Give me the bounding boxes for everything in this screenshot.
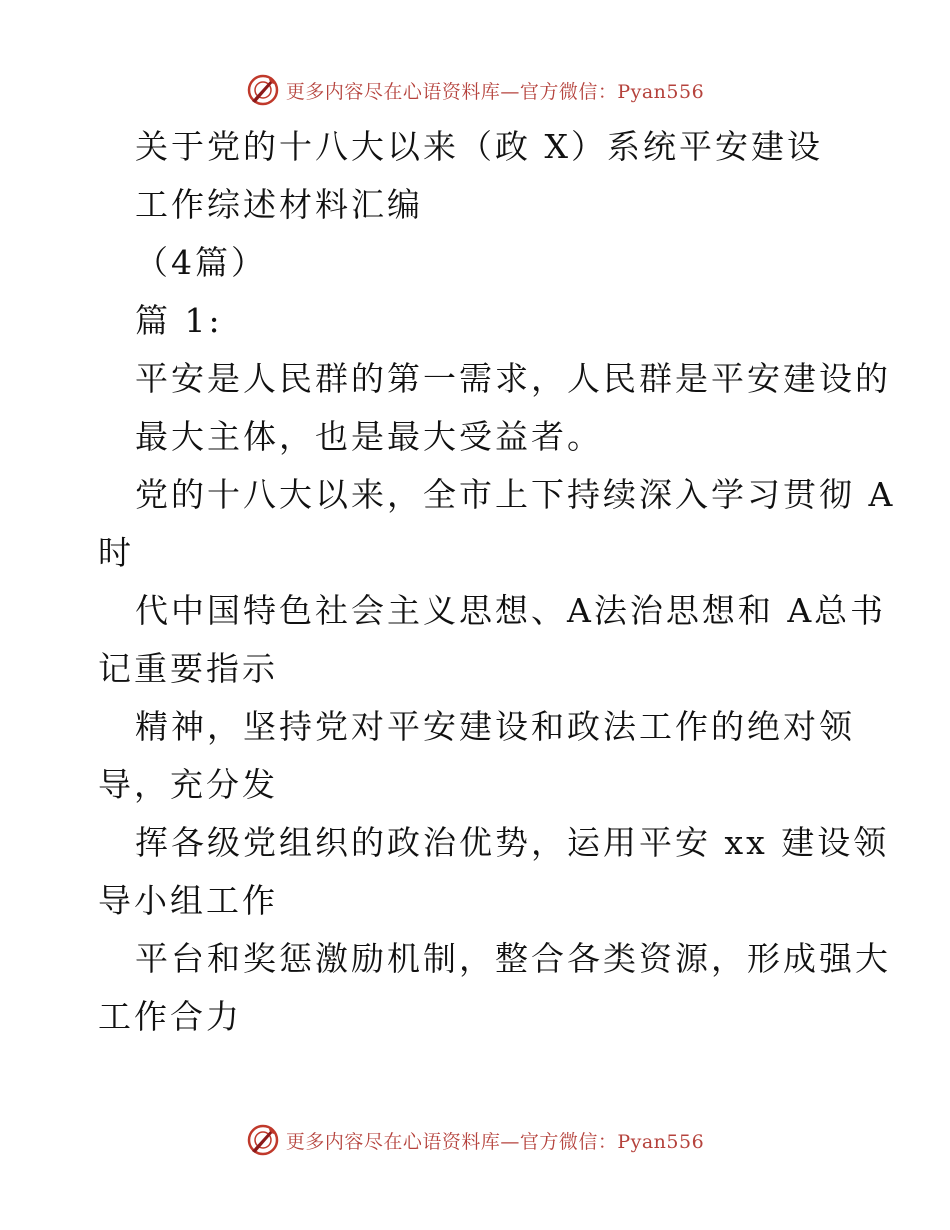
watermark-text: 更多内容尽在心语资料库—官方微信：Pyan556: [285, 1130, 705, 1153]
title-line-1: 关于党的十八大以来（政 X）系统平安建设: [135, 127, 823, 166]
body-line: 平安是人民群的第一需求，人民群是平安建设的: [135, 359, 891, 398]
body-line: 时: [98, 533, 134, 572]
header-watermark: [0, 70, 950, 110]
title-line-2: 工作综述材料汇编: [135, 185, 423, 224]
footer-watermark: [0, 1120, 950, 1160]
article-count: （4篇）: [135, 243, 267, 282]
body-line: 导，充分发: [98, 765, 278, 804]
document-body: [98, 118, 896, 1046]
body-line: 记重要指示: [98, 649, 278, 688]
quill-logo-icon: [246, 1123, 280, 1157]
watermark-text: 更多内容尽在心语资料库—官方微信：Pyan556: [285, 80, 705, 103]
body-line: 党的十八大以来，全市上下持续深入学习贯彻 A: [135, 475, 896, 514]
section-heading: 篇 1:: [135, 301, 223, 340]
body-line: 工作合力: [98, 997, 242, 1036]
body-line: 精神，坚持党对平安建设和政法工作的绝对领: [135, 707, 855, 746]
body-line: 最大主体，也是最大受益者。: [135, 417, 603, 456]
quill-logo-icon: [246, 73, 280, 107]
body-line: 导小组工作: [98, 881, 278, 920]
body-line: 平台和奖惩激励机制，整合各类资源，形成强大: [135, 939, 891, 978]
body-line: 代中国特色社会主义思想、A法治思想和 A总书: [135, 591, 887, 630]
body-line: 挥各级党组织的政治优势，运用平安 xx 建设领: [135, 823, 890, 862]
